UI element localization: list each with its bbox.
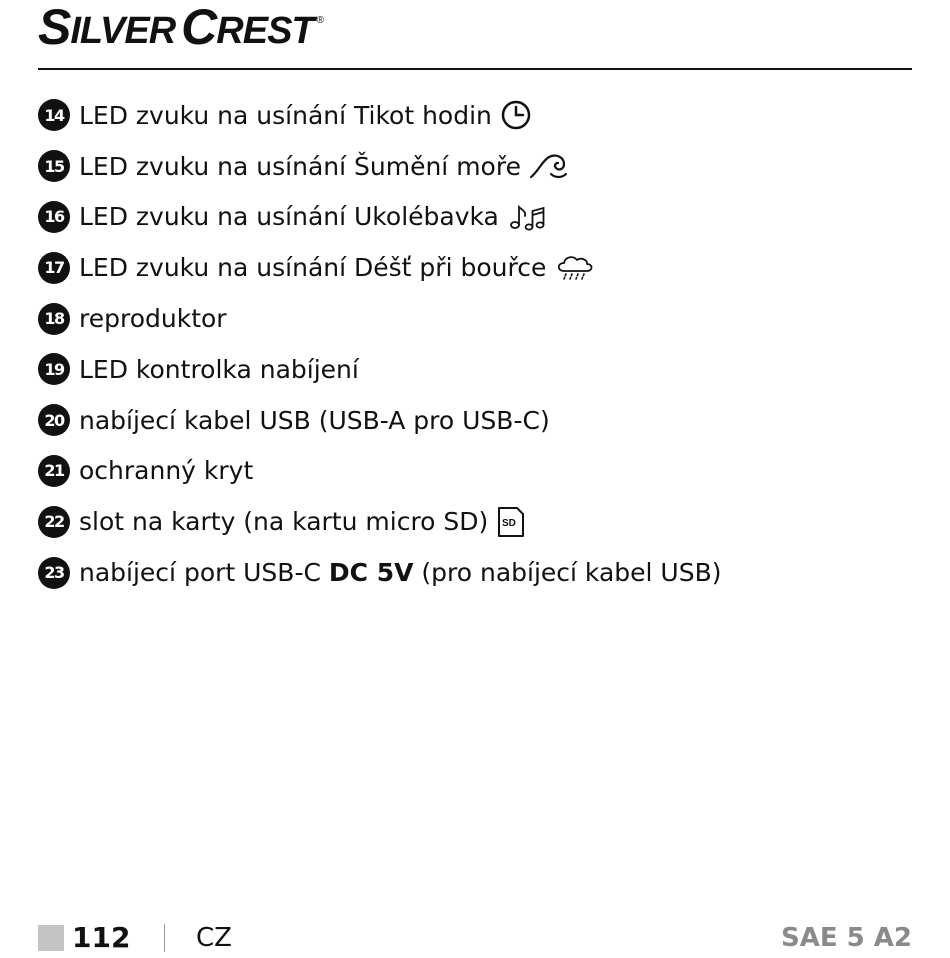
list-item xyxy=(38,446,722,497)
item-number-badge: 14 xyxy=(38,99,70,131)
wave-icon xyxy=(529,152,569,180)
brand-logo xyxy=(38,2,323,58)
footer-square-marker xyxy=(38,925,64,951)
list-item xyxy=(38,344,722,395)
page-number: 112 xyxy=(72,921,131,954)
item-text xyxy=(79,558,722,587)
list-item xyxy=(38,90,722,141)
item-text: nabíjecí kabel USB (USB-A pro USB-C) xyxy=(79,405,550,435)
brand-logo-part-1: ILVER xyxy=(70,10,176,52)
list-item xyxy=(38,395,722,446)
list-item xyxy=(38,192,722,243)
item-text: LED kontrolka nabíjení xyxy=(79,354,359,384)
item-text: LED zvuku na usínání Tikot hodin xyxy=(79,100,492,130)
registered-mark: ® xyxy=(316,15,324,26)
item-number-badge: 17 xyxy=(38,252,70,284)
rain-cloud-icon xyxy=(554,252,596,284)
item-number-badge: 23 xyxy=(38,557,70,589)
model-number: SAE 5 A2 xyxy=(780,923,912,953)
item-text-before: nabíjecí port USB-C xyxy=(79,558,321,588)
item-text: reproduktor xyxy=(79,304,227,334)
sd-card-icon xyxy=(496,506,526,538)
language-code: CZ xyxy=(196,923,232,953)
footer-separator xyxy=(164,924,165,952)
item-number-badge: 21 xyxy=(38,455,70,487)
page-footer xyxy=(38,918,912,958)
item-number-badge: 19 xyxy=(38,353,70,385)
brand-logo-initial-s: S xyxy=(38,0,71,55)
music-notes-icon xyxy=(507,202,547,232)
brand-logo-initial-c: C xyxy=(181,0,217,55)
item-text: LED zvuku na usínání Šumění moře xyxy=(79,151,521,181)
list-item xyxy=(38,293,722,344)
item-text: LED zvuku na usínání Déšť při bouřce xyxy=(79,253,547,283)
item-number-badge: 20 xyxy=(38,404,70,436)
item-number-badge: 15 xyxy=(38,150,70,182)
list-item xyxy=(38,242,722,293)
item-text: slot na karty (na kartu micro SD) xyxy=(79,507,489,537)
component-list xyxy=(38,90,722,598)
list-item xyxy=(38,141,722,192)
brand-logo-part-2: REST xyxy=(216,10,314,52)
sd-card-label: SD xyxy=(502,517,517,529)
item-number-badge: 18 xyxy=(38,303,70,335)
item-number-badge: 22 xyxy=(38,506,70,538)
header-divider xyxy=(38,68,912,70)
item-number-badge: 16 xyxy=(38,201,70,233)
item-text-after: (pro nabíjecí kabel USB) xyxy=(421,558,722,588)
item-text-bold: DC 5V xyxy=(328,558,414,588)
clock-icon xyxy=(500,99,532,131)
item-text: LED zvuku na usínání Ukolébavka xyxy=(79,202,499,232)
list-item xyxy=(38,496,722,547)
list-item xyxy=(38,547,722,598)
item-text: ochranný kryt xyxy=(79,456,254,486)
